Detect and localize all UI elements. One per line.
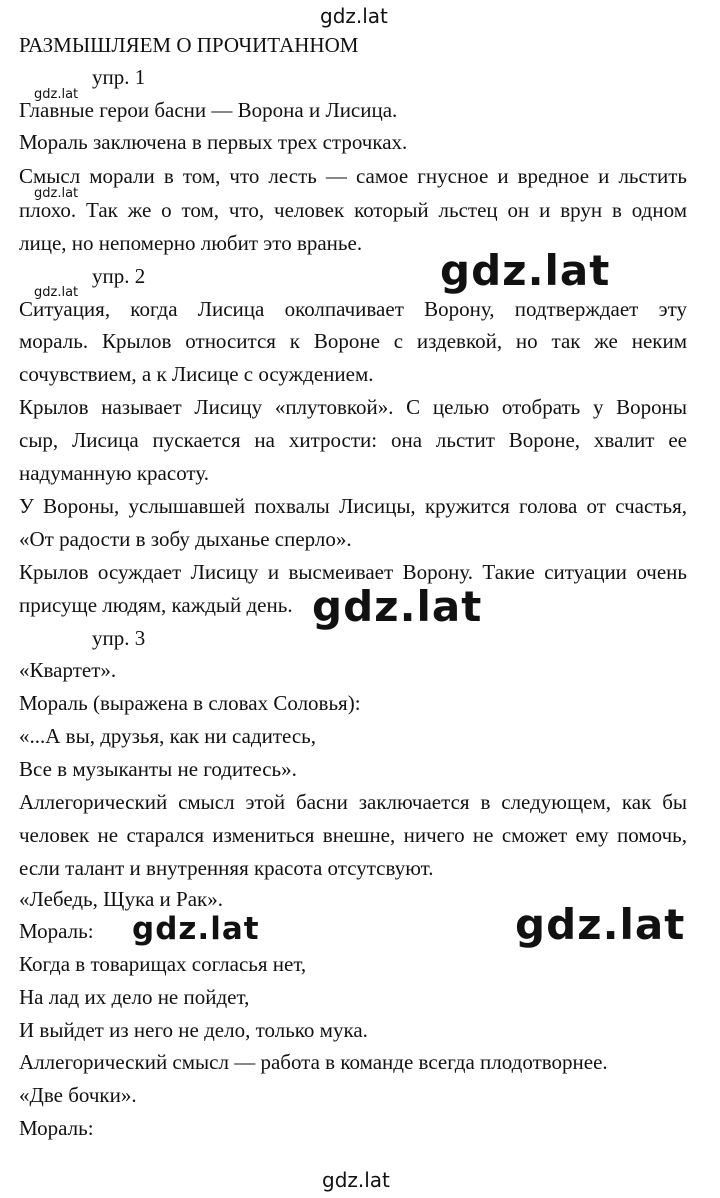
ex3-line-1: «Квартет». — [19, 658, 117, 682]
watermark-small-3: gdz.lat — [34, 285, 79, 300]
ex2-line-5: сыр, Лисица пускается на хитрости: она льстит Вороне, хвалит ее — [19, 428, 687, 452]
ex1-line-1: Главные герои басни — Ворона и Лисица. — [19, 98, 398, 122]
ex3-line-6: человек не старался измениться внешне, ничего не сможет ему помочь, — [19, 823, 687, 847]
ex1-line-4: плохо. Так же о том, что, человек который льстец он и врун в одном — [19, 198, 687, 222]
exercise-2-label: упр. 2 — [92, 264, 146, 288]
ex2-line-6: надуманную красоту. — [19, 461, 209, 485]
ex3-line-13: Аллегорический смысл — работа в команде всегда плодотворнее. — [19, 1050, 608, 1074]
watermark-large-3: gdz.lat — [515, 900, 686, 949]
ex3-line-14: «Две бочки». — [19, 1083, 137, 1107]
watermark-large-1: gdz.lat — [440, 246, 611, 295]
watermark-small-2: gdz.lat — [34, 186, 79, 201]
ex3-line-5: Аллегорический смысл этой басни заключается в следующем, как бы — [19, 790, 687, 814]
ex3-line-7: если талант и внутренняя красота отсутсвуют. — [19, 856, 434, 880]
ex3-line-11: На лад их дело не пойдет, — [19, 985, 250, 1009]
ex3-line-3: «...А вы, друзья, как ни садитесь, — [19, 724, 317, 748]
ex3-line-12: И выйдет из него не дело, только мука. — [19, 1018, 368, 1042]
exercise-3-label: упр. 3 — [92, 626, 146, 650]
exercise-1-label: упр. 1 — [92, 65, 146, 89]
ex3-line-10: Когда в товарищах согласья нет, — [19, 952, 307, 976]
ex3-line-4: Все в музыканты не годитесь». — [19, 757, 297, 781]
ex2-line-8: «От радости в зобу дыханье сперло». — [19, 527, 352, 551]
ex3-line-2: Мораль (выражена в словах Соловья): — [19, 691, 361, 715]
ex3-line-15: Мораль: — [19, 1116, 94, 1140]
ex2-line-2: мораль. Крылов относится к Вороне с издевкой, но так же неким — [19, 329, 687, 353]
watermark-footer: gdz.lat — [322, 1168, 390, 1192]
ex2-line-3: сочувствием, а к Лисице с осуждением. — [19, 362, 374, 386]
watermark-medium: gdz.lat — [132, 911, 260, 947]
ex2-line-9: Крылов осуждает Лисицу и высмеивает Ворону. Такие ситуации очень — [19, 560, 687, 584]
ex2-line-1: Ситуация, когда Лисица околпачивает Ворону, подтверждает эту — [19, 297, 687, 321]
ex2-line-7: У Вороны, услышавшей похвалы Лисицы, кружится голова от счастья, — [19, 494, 687, 518]
ex3-line-9: Мораль: — [19, 919, 94, 943]
ex2-line-10: присуще людям, каждый день. — [19, 593, 293, 617]
ex2-line-4: Крылов называет Лисицу «плутовкой». С целью отобрать у Вороны — [19, 395, 687, 419]
ex1-line-2: Мораль заключена в первых трех строчках. — [19, 130, 408, 154]
ex1-line-5: лице, но непомерно любит это вранье. — [19, 231, 363, 255]
ex1-line-3: Смысл морали в том, что лесть — самое гнусное и вредное и льстить — [19, 164, 687, 188]
watermark-large-2: gdz.lat — [312, 582, 483, 631]
ex3-line-8: «Лебедь, Щука и Рак». — [19, 887, 223, 911]
page-title: РАЗМЫШЛЯЕМ О ПРОЧИТАННОМ — [19, 33, 359, 57]
watermark-small-1: gdz.lat — [34, 87, 79, 102]
watermark-header: gdz.lat — [320, 4, 388, 28]
